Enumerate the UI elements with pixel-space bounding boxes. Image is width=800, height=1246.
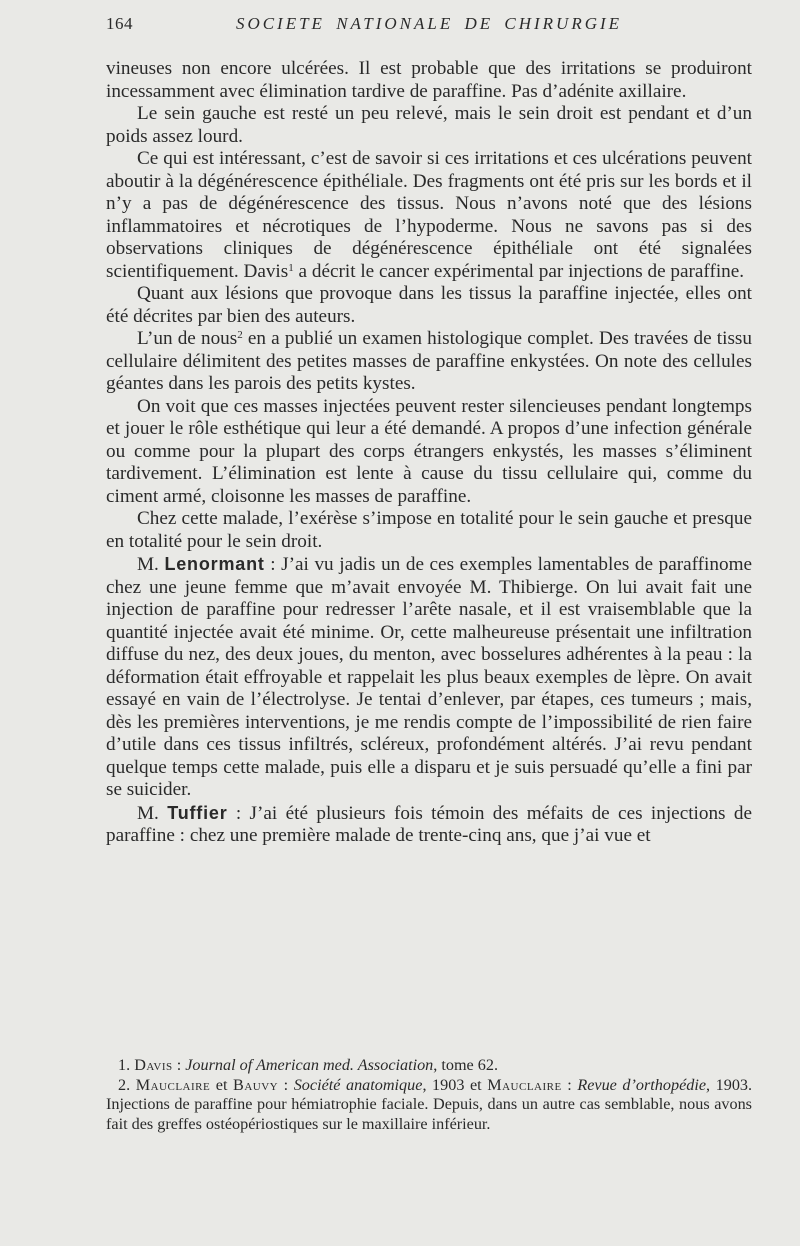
footnote-author: Davis bbox=[134, 1056, 173, 1074]
footnote-author: Bauvy bbox=[233, 1075, 279, 1094]
body-text bbox=[106, 58, 752, 848]
speaker-paragraph bbox=[106, 553, 752, 802]
paragraph: Chez cette malade, l’exérèse s’impose en totalité pour le sein gauche et presque en totalité pour le sein droit. bbox=[106, 508, 752, 552]
paragraph-text: en a publié un examen histologique complet. Des travées de tissu cellulaire délimitent des petites masses de paraffine enkystées. On note des cellules géantes dans les parois des petits kystes. bbox=[106, 328, 752, 394]
footnote-ref: 2 bbox=[237, 329, 243, 341]
paragraph: vineuses non encore ulcérées. Il est probable que des irritations se produiront incessamment avec élimination tardive de paraffine. Pas d’adénite axillaire. bbox=[106, 58, 752, 102]
footnote-text: : bbox=[561, 1075, 578, 1094]
speaker-prefix: M. bbox=[137, 554, 165, 575]
footnote bbox=[106, 1076, 752, 1135]
paragraph-text: a décrit le cancer expérimental par injections de paraffine. bbox=[293, 260, 745, 282]
page-header bbox=[106, 14, 752, 40]
speaker-text: : J’ai vu jadis un de ces exemples lamentables de paraffinome chez une jeune femme que m’avait envoyée M. Thibierge. On lui avait fait une injection de paraffine pour redresser l’arête nasale, et il est vraisemblable que la quantité injectée avait été minime. Or, cette malheureuse présentait une infiltration diffuse du nez, des deux joues, du menton, avec bosselures adhérentes à la peau : la déformation était effroyable et rappelait les plus beaux exemples de lèpre. On avait essayé en vain de l’électrolyse. Je tentai d’enlever, par étapes, ces tumeurs ; mais, dès les premières interventions, je me rendis compte de l’impossibilité de rien faire d’utile dans ces tissus infiltrés, scléreux, profondément altérés. J’ai revu pendant quelque temps cette malade, puis elle a disparu et je suis persuadé qu’elle a fini par se suicider. bbox=[106, 554, 753, 800]
footnote-text: et bbox=[210, 1075, 234, 1094]
speaker-paragraph bbox=[106, 802, 752, 848]
paragraph bbox=[106, 328, 752, 396]
paragraph-text: Ce qui est intéressant, c’est de savoir si ces irritations et ces ulcérations peuvent aboutir à la dégénérescence épithéliale. Des fragments ont été pris sur les bords et il n’y a pas de dégénérescence des tissus. Nous n’avons noté que des lésions inflammatoires et nécrotiques de l’hypoderme. Nous ne savons pas si des observations cliniques de dégénérescence épithéliale ont été signalées scientifiquement. Davis bbox=[106, 148, 752, 282]
footnote-text: : bbox=[278, 1075, 294, 1094]
footnote-author: Mauclaire bbox=[135, 1075, 211, 1094]
paragraph bbox=[106, 148, 752, 283]
footnote-ref: 1 bbox=[288, 261, 294, 274]
footnote-number: 2. bbox=[118, 1075, 136, 1094]
footnote-text: : bbox=[172, 1056, 186, 1074]
speaker-text: : J’ai été plusieurs fois témoin des méfaits de ces injections de paraffine : chez une première malade de trente-cinq ans, que j’ai vue et bbox=[106, 802, 753, 846]
speaker-prefix: M. bbox=[137, 802, 168, 824]
footnote-author: Mauclaire bbox=[487, 1075, 562, 1094]
running-title: SOCIETE NATIONALE DE CHIRURGIE bbox=[235, 14, 623, 33]
footnote-journal: Revue d’orthopédie bbox=[577, 1075, 707, 1094]
footnote-text: , tome 62. bbox=[433, 1056, 499, 1074]
footnote-text: , 1903. Injections de paraffine pour hémiatrophie faciale. Depuis, dans un autre cas semblable, nous avons fait des greffes ostéopériostiques sur le maxillaire inférieur. bbox=[106, 1075, 753, 1133]
speaker-name: Tuffier bbox=[167, 802, 228, 823]
page-number: 164 bbox=[106, 14, 133, 33]
paragraph: Quant aux lésions que provoque dans les tissus la paraffine injectée, elles ont été décrites par bien des auteurs. bbox=[106, 283, 752, 327]
footnote-number: 1. bbox=[118, 1056, 135, 1074]
footnotes bbox=[106, 1056, 752, 1134]
speaker-name: Lenormant bbox=[164, 554, 265, 574]
footnote-journal: Société anatomique bbox=[293, 1075, 423, 1094]
footnote-journal: Journal of American med. Association bbox=[185, 1056, 434, 1074]
paragraph: On voit que ces masses injectées peuvent rester silencieuses pendant longtemps et jouer le rôle esthétique qui leur a été demandé. A propos d’une infection générale ou comme pour la plupart des corps étrangers enkystés, les masses s’éliminent tardivement. L’élimination est lente à cause du tissu cellulaire qui, comme du ciment armé, cloisonne les masses de paraffine. bbox=[106, 395, 752, 507]
paragraph: Le sein gauche est resté un peu relevé, mais le sein droit est pendant et d’un poids assez lourd. bbox=[106, 103, 752, 147]
footnote-text: , 1903 et bbox=[422, 1075, 488, 1094]
paragraph-text: L’un de nous bbox=[137, 328, 238, 349]
footnote bbox=[106, 1056, 752, 1076]
